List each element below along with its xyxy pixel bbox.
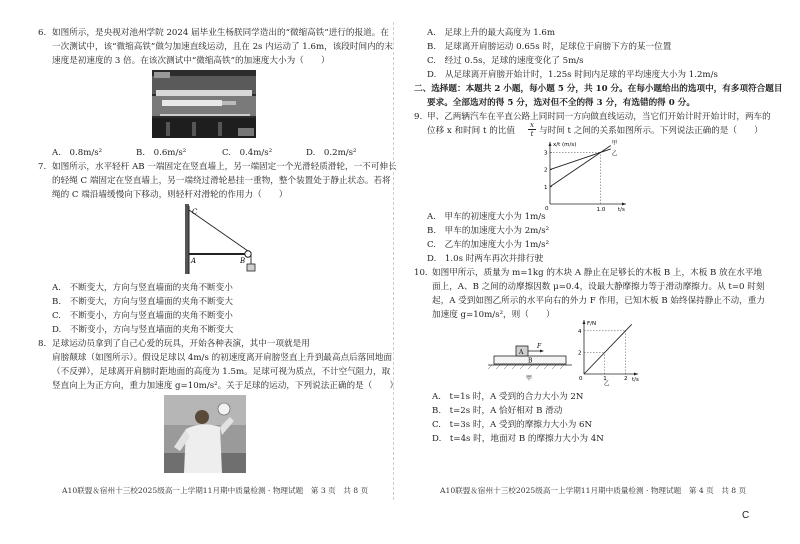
q9-option-a: A. 甲车的初速度大小为 1m/s bbox=[427, 212, 546, 222]
q7-option-c: C. 不断变小，方向与竖直墙面的夹角不断变小 bbox=[52, 311, 233, 321]
q10-series-line bbox=[584, 324, 632, 374]
label-f: F bbox=[537, 343, 542, 350]
q10-text-line2: 面上，A、B 之间的动摩擦因数 μ=0.4，设最大静摩擦力等于滑动摩擦力。从 t=0 时刻 bbox=[432, 282, 765, 292]
column-divider bbox=[393, 22, 394, 500]
section2-heading-line1: 二、选择题：本题共 2 小题，每小题 5 分，共 10 分。在每小题给出的选项中，有多项符合题目 bbox=[414, 84, 783, 94]
q9-origin-label: 0 bbox=[545, 206, 549, 212]
left-page-footer: A10联盟＆宿州十三校2025级高一上学期11月期中质量检测 · 物理试题 第 3 页 共 8 页 bbox=[62, 486, 369, 495]
q8-option-a: A. 足球上升的最大高度为 1.6m bbox=[427, 28, 556, 38]
head bbox=[195, 410, 209, 424]
shirt bbox=[184, 424, 222, 473]
label-jia: 甲 bbox=[526, 375, 533, 382]
q8-number: 8. bbox=[38, 339, 47, 349]
q7-text-line2: 的轻绳 C 端固定在竖直墙上，另一端绕过滑轮悬挂一重物，整个装置处于静止状态。若将 bbox=[52, 176, 391, 186]
q9-x-arrow bbox=[622, 203, 626, 206]
q9-y-unit-label: x/t (m/s) bbox=[553, 142, 577, 148]
q9-text-line2b: 与时间 t 之间的关系如图所示。下列说法正确的是（ ） bbox=[539, 126, 763, 136]
q9-series-yi-label: 乙 bbox=[611, 150, 618, 157]
ball bbox=[218, 403, 230, 415]
q10-ytick-2: 2 bbox=[578, 350, 582, 357]
q9-chart bbox=[532, 138, 632, 214]
q8-text-line1: 足球运动员拿到了自己心爱的玩具，开始各种表演，其中一项就是用 bbox=[52, 339, 310, 349]
label-b: B bbox=[240, 257, 246, 265]
right-page-footer: A10联盟＆宿州十三校2025级高一上学期11月期中质量检测 · 物理试题 第 4 页 共 8 页 bbox=[440, 486, 747, 495]
q9-x-unit-label: t/s bbox=[618, 207, 625, 213]
q9-text-line1: 甲、乙两辆汽车在平直公路上同时同一方向做直线运动，当它们开始计时开始计时，两车的 bbox=[427, 112, 771, 122]
q6-text-line2: 一次测试中，该“微缩高铁”做匀加速直线运动，且在 2s 内运动了 1.6m，该段时间内的末 bbox=[52, 42, 393, 52]
wall bbox=[185, 204, 189, 274]
q7-option-a: A. 不断变大，方向与竖直墙面的夹角不断变小 bbox=[52, 283, 233, 293]
q10-yi-caption: 乙 bbox=[604, 381, 610, 386]
q10-origin-label: 0 bbox=[579, 376, 583, 382]
wall-rod-pulley-diagram bbox=[176, 202, 266, 276]
q9-y-arrow bbox=[549, 142, 552, 146]
q6-text-line1: 如图所示，是央视对池州学院 2024 届毕业生杨朕同学造出的“微缩高铁”进行的报道。在 bbox=[52, 28, 389, 38]
pulley bbox=[245, 251, 251, 257]
q9-fraction bbox=[528, 121, 536, 138]
q9-option-d: D. 1.0s 时两车再次并排行驶 bbox=[427, 254, 544, 264]
q7-text-line3: 绳的 C 端沿墙缓慢向下移动，则轻杆对滑轮的作用力（ ） bbox=[52, 190, 288, 200]
q10-xtick-1: 1 bbox=[603, 376, 607, 382]
label-a: A bbox=[191, 257, 197, 265]
miniature-train-image bbox=[152, 70, 256, 138]
corner-letter: C bbox=[742, 510, 750, 521]
q8-option-c: C. 经过 0.5s，足球的速度变化了 5m/s bbox=[427, 56, 584, 66]
q7-figure bbox=[176, 202, 266, 276]
label-a: A bbox=[519, 349, 524, 356]
q6-option-c: C. 0.4m/s² bbox=[222, 148, 273, 158]
q6-text-line3: 速度是初速度的 3 倍。在该次测试中“微缩高铁”的加速度大小为（ ） bbox=[52, 56, 330, 66]
q10-x-arrow bbox=[634, 373, 638, 376]
q6-option-d: D. 0.2m/s² bbox=[306, 148, 357, 158]
q10-number: 10. bbox=[414, 268, 428, 278]
q9-xtick-1: 1.0 bbox=[596, 207, 606, 213]
q9-option-b: B. 甲车的加速度大小为 2m/s² bbox=[427, 226, 550, 236]
q9-ytick-1: 1 bbox=[544, 184, 548, 191]
q10-xtick-2: 2 bbox=[624, 376, 628, 382]
q10-ytick-4: 4 bbox=[578, 328, 582, 335]
q10-option-d: D. t=4s 时，地面对 B 的摩擦力大小为 4N bbox=[432, 434, 604, 444]
q8-text-line2: 肩膀颠球（如图所示）。假设足球以 4m/s 的初速度离开肩膀竖直上升到最高点后落回地面 bbox=[52, 353, 393, 363]
block-on-board-diagram bbox=[488, 338, 572, 384]
q10-y-arrow bbox=[583, 320, 586, 324]
q9-series-jia-label: 甲 bbox=[611, 140, 618, 147]
q7-option-b: B. 不断变大，方向与竖直墙面的夹角不断变大 bbox=[52, 297, 233, 307]
q6-option-b: B. 0.6m/s² bbox=[136, 148, 187, 158]
rope-c bbox=[189, 210, 248, 251]
q9-ytick-2: 2 bbox=[544, 167, 548, 174]
soccer-player-image bbox=[164, 395, 246, 473]
q9-text-line2a: 位移 x 和时间 t 的比值 bbox=[427, 126, 515, 136]
q10-figure-yi bbox=[572, 316, 644, 386]
q9-ytick-3: 3 bbox=[544, 150, 548, 157]
weight bbox=[247, 264, 255, 271]
q7-option-d: D. 不断变小，方向与竖直墙面的夹角不断变大 bbox=[52, 325, 234, 335]
q8-option-b: B. 足球离开肩膀运动 0.65s 时，足球位于肩膀下方的某一位置 bbox=[427, 42, 672, 52]
q8-text-line4: 竖直向上为正方向，重力加速度 g=10m/s²。关于足球的运动，下列说法正确的是（ ） bbox=[52, 381, 399, 391]
q10-text-line4: 加速度 g=10m/s²，则（ ） bbox=[432, 310, 555, 320]
q10-option-a: A. t=1s 时，A 受到的合力大小为 2N bbox=[432, 392, 584, 402]
q8-text-line3: （不反弹），足球离开肩膀时距地面的高度为 1.5m。足球可视为质点，不计空气阻力，取 bbox=[52, 367, 391, 377]
q9-fraction-numerator: x bbox=[528, 121, 536, 130]
q10-figure-jia bbox=[488, 338, 572, 384]
q8-player-photo bbox=[164, 395, 246, 473]
q9-chart-svg bbox=[532, 138, 632, 214]
q6-news-photo bbox=[152, 70, 256, 138]
q10-text-line3: 起，A 受到如图乙所示的水平向右的外力 F 作用，已知木板 B 始终保持静止不动，重力 bbox=[432, 296, 765, 306]
label-c: C bbox=[192, 208, 198, 216]
q8-option-d: D. 从足球离开肩膀开始计时，1.25s 时间内足球的平均速度大小为 1.2m/s bbox=[427, 70, 718, 80]
q10-option-c: C. t=3s 时，A 受到的摩擦力大小为 6N bbox=[432, 420, 593, 430]
q6-number: 6. bbox=[38, 28, 47, 38]
q10-y-unit-label: F/N bbox=[587, 321, 597, 327]
q6-option-a: A. 0.8m/s² bbox=[52, 148, 103, 158]
q9-option-c: C. 乙车的加速度大小为 1m/s² bbox=[427, 240, 550, 250]
q7-number: 7. bbox=[38, 162, 47, 172]
q10-text-line1: 如图甲所示，质量为 m=1kg 的木块 A 静止在足够长的木板 B 上，木板 B 放在水平地 bbox=[432, 268, 763, 278]
q10-option-b: B. t=2s 时，A 恰好相对 B 滑动 bbox=[432, 406, 563, 416]
q9-fraction-denominator: t bbox=[530, 130, 534, 138]
label-b: B bbox=[528, 357, 533, 365]
q10-force-time-chart bbox=[572, 316, 644, 386]
q10-x-unit-label: t/s bbox=[632, 377, 639, 383]
q7-text-line1: 如图所示，水平轻杆 AB 一端固定在竖直墙上，另一端固定一个光滑轻质滑轮，一不可伸长 bbox=[52, 162, 397, 172]
q9-number: 9. bbox=[414, 112, 423, 122]
section2-heading-line2: 要求。全部选对的得 5 分，选对但不全的得 3 分，有选错的得 0 分。 bbox=[427, 98, 695, 108]
